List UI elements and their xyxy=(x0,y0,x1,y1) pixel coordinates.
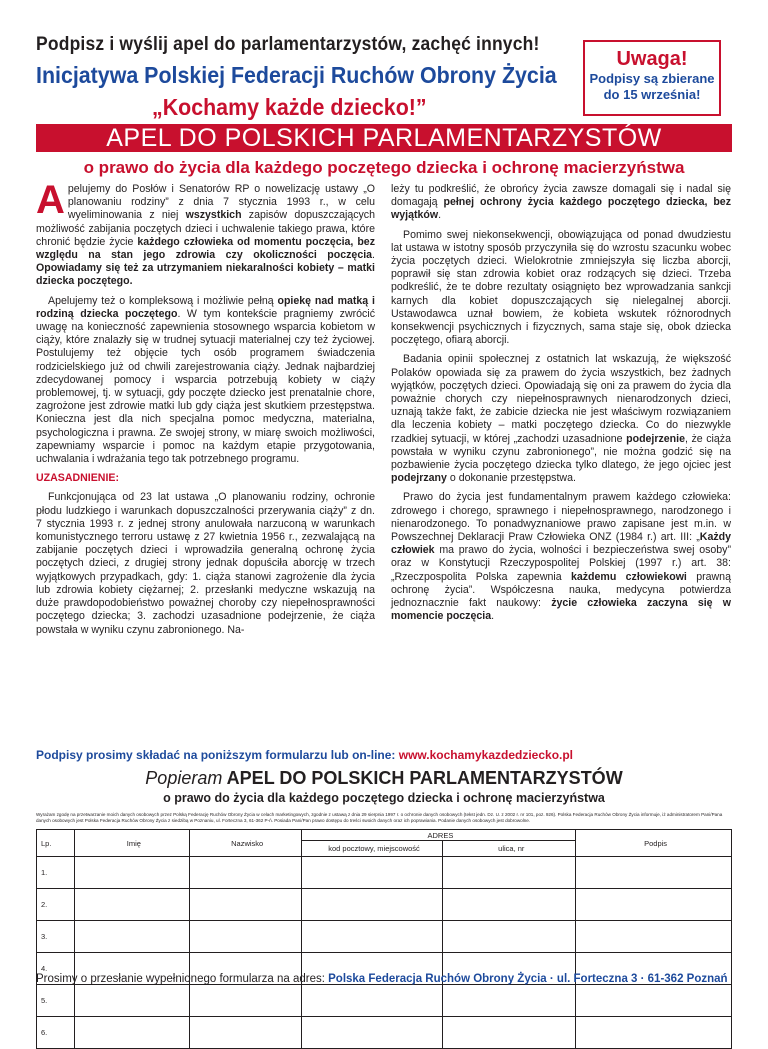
table-row: 5. xyxy=(37,985,732,1017)
col-header-first-name: Imię xyxy=(74,830,189,857)
justification-paragraph-4: Badania opinii społecznej z ostatnich lat wskazują, że większość Polaków opowiada się za prawem do życia wszystkich, bez żadnych wyjątków, poczętych dzieci. Opowiadają się oni za prawem do życia dla poważnie chorych czy niepełnosprawnych nienarodzonych dzieci, uznają także fakt, że zabicie dziecka nie jest właściwym rozwiązaniem dla leczenia kobiety – matki poczętego dziecka. Co do niezwykle rzadkiej sytuacji, w której „zachodzi uzasadnione podejrzenie, że ciąża powstała w wyniku czynu zabronionego”, nie można godzić się na pozbawienie życia poczętego dziecka tylko dlatego, że jego ojciec jest podejrzany o dokonanie przestępstwa. xyxy=(391,353,731,485)
justification-paragraph-5: Prawo do życia jest fundamentalnym prawem każdego człowieka: zdrowego i chorego, sprawnego i niepełnosprawnego, narodzonego i nienarodzonego. To ponadwyznaniowe prawo zapisane jest m.in. w Powszechnej Deklaracji Praw Człowieka ONZ (1984 r.) art. III: „Każdy człowiek ma prawo do życia, wolności i bezpieczeństwa swej osoby” oraz w Konstytucji Rzeczypospolitej Polskiej (1997 r.) art. 38: „Rzeczpospolita Polska zapewnia każdemu człowiekowi prawną ochronę życia”. Współczesna nauka, medycyna potwierdza jednoznacznie fakt naukowy: życie człowieka zaczyna się w momencie poczęcia. xyxy=(391,491,731,623)
left-column xyxy=(36,178,376,643)
appeal-banner: APEL DO POLSKICH PARLAMENTARZYSTÓW xyxy=(36,124,732,152)
notice-line-1: Podpisy są zbierane xyxy=(589,71,715,86)
header-initiative: Inicjatywa Polskiej Federacji Ruchów Obrony Życia xyxy=(36,62,557,88)
header-call-to-action: Podpisz i wyślij apel do parlamentarzystów, zachęć innych! xyxy=(36,34,540,55)
table-row: 4. xyxy=(37,953,732,985)
col-header-lp: Lp. xyxy=(37,830,75,857)
col-header-street: ulica, nr xyxy=(443,841,576,857)
justification-paragraph-2: leży tu podkreślić, że obrońcy życia zawsze domagali się i nadal się domagają pełnej ochrony życia każdego poczętego dziecka, bez wyjątków. xyxy=(391,183,731,222)
table-row: 3. xyxy=(37,921,732,953)
right-column xyxy=(391,183,731,630)
signatures-note: Podpisy prosimy składać na poniższym formularzu lub on-line: www.kochamykazdedziecko.pl xyxy=(36,748,574,762)
form-title: Popieram APEL DO POLSKICH PARLAMENTARZYSTÓW xyxy=(145,768,623,788)
col-header-address: ADRES xyxy=(301,830,576,841)
appeal-paragraph-1: Apelujemy do Posłów i Senatorów RP o nowelizację ustawy „O planowaniu rodziny” z dnia 7 stycznia 1993 r., w celu wyeliminowania z niej wszystkich zapisów dopuszczających możliwość zabijania poczętych dzieci i uchwalenie takiego prawa, które chronić będzie życie każdego człowieka od momentu poczęcia, bez względu na stan jego zdrowia czy okoliczności poczęcia. Opowiadamy się też za utrzymaniem niekaralności kobiety – matki dziecka poczętego. xyxy=(36,178,375,288)
justification-heading: UZASADNIENIE: xyxy=(36,472,119,485)
appeal-paragraph-2: Apelujemy też o kompleksową i możliwie pełną opiekę nad matką i rodziną dziecka poczętego. W tym kontekście pragniemy zwrócić uwagę na konieczność zapewnienia stosownego wsparcia kobietom w ciąży, które znalazły się w trudnej sytuacji materialnej czy też życiowej. Postulujemy też objęcie tych osób programem świadczenia rodzicielskiego już od chwili zarejestrowania ciąży. Jednak najbardziej zdecydowanej pomocy i wsparcia potrzebują kobiety w ciąży problemowej, tj. w sytuacji, gdy poczęte dziecko jest prenatalnie chore, zagrożone jest zdrowie matki lub gdy ciąża jest skutkiem przestępstwa. Konieczna jest dla nich specjalna pomoc medyczna, materialna, psychologiczna i prawna. Ze swojej strony, w miarę swoich możliwości, zapewniamy wsparcie i pomoc na każdym etapie przygotowania, uchwalania i wdrażania tego tak potrzebnego programu. xyxy=(36,294,376,466)
justification-paragraph-1: Funkcjonująca od 23 lat ustawa „O planowaniu rodziny, ochronie płodu ludzkiego i warunkach dopuszczalności przerywania ciąży” z dn. 7 stycznia 1993 r. z jednej strony anulowała narzuconą w warunkach komunistycznego terroru ustawę z 27 kwietnia 1956 r., zezwalającą na zabijanie poczętych dzieci i wprowadziła generalną ochronę życia poczętych dzieci, z drugiej strony jednak dopuściła aborcję w trzech wyjątkowych przypadkach, gdy: 1. ciąża stanowi zagrożenie dla życia lub zdrowia kobiety ciężarnej; 2. przesłanki medyczne wskazują na duże prawdopodobieństwo poważnej choroby czy niepełnosprawności poczętego dziecka; 3. zachodzi uzasadnione podejrzenie, że ciąża powstała w wyniku czynu zabronionego. Na- xyxy=(36,491,375,636)
data-consent-note: Wyrażam zgodę na przetwarzanie moich danych osobowych przez Polską Federację Ruchów Obrony Życia w celach marketingowych, zgodnie z ustawą z dnia 29 sierpnia 1997 r. o ochronie danych osobowych (tekst jedn. Dz. U. z 2002 r. nr 101, poz. 926). Polska Federacja Ruchów Obrony Życia informuje, iż administratorem Pani/Pana danych osobowych jest Polska Federacja Ruchów Obrony Życia z siedzibą w Poznaniu, ul. Forteczna 3, 61-362 P-ń. Posiada Pani/Pan prawo dostępu do treści swoich danych oraz ich poprawiania. Podanie danych osobowych jest dobrowolne. xyxy=(36,812,723,823)
notice-box xyxy=(583,40,721,116)
signature-form-table xyxy=(36,829,732,1049)
table-row: 1. xyxy=(37,857,732,889)
dropcap: A xyxy=(36,178,65,222)
website-link[interactable]: www.kochamykazdedziecko.pl xyxy=(398,748,574,762)
col-header-signature: Podpis xyxy=(576,830,732,857)
header-campaign-name: „Kochamy każde dziecko!” xyxy=(152,94,427,120)
justification-paragraph-3: Pomimo swej niekonsekwencji, obowiązująca od ponad dwudziestu lat ustawa w istotny sposób przyczyniła się do wzrostu szacunku wobec życia poczętych dzieci. Wielokrotnie zmniejszyła się liczba aborcji, poprawił się stan zdrowia kobiet oraz rodzących się dzieci. Trzeba podkreślić, że te dobre rezultaty osiągnięto bez wprowadzania sankcji karnych dla kobiet dopuszczających się nielegalnej aborcji. Ustawodawca uznał bowiem, że kobieta wskutek różnorodnych konsekwencji psychicznych i fizycznych, sama staje się, obok dziecka poczętego, ofiarą aborcji. xyxy=(391,228,731,347)
mailing-address: Polska Federacja Ruchów Obrony Życia · ul. Forteczna 3 · 61-362 Poznań xyxy=(328,973,728,985)
col-header-last-name: Nazwisko xyxy=(189,830,301,857)
mailing-address-note: Prosimy o przesłanie wypełnionego formularza na adres: Polska Federacja Ruchów Obrony Życia · ul. Forteczna 3 · 61-362 Poznań xyxy=(36,973,728,985)
form-subtitle: o prawo do życia dla każdego poczętego dziecka i ochronę macierzyństwa xyxy=(163,791,605,805)
appeal-subtitle: o prawo do życia dla każdego poczętego dziecka i ochronę macierzyństwa xyxy=(83,158,685,177)
notice-title: Uwaga! xyxy=(616,48,688,70)
table-row: 6. xyxy=(37,1017,732,1049)
notice-line-2: do 15 września! xyxy=(603,87,701,102)
col-header-postcode-city: kod pocztowy, miejscowość xyxy=(301,841,443,857)
table-row: 2. xyxy=(37,889,732,921)
